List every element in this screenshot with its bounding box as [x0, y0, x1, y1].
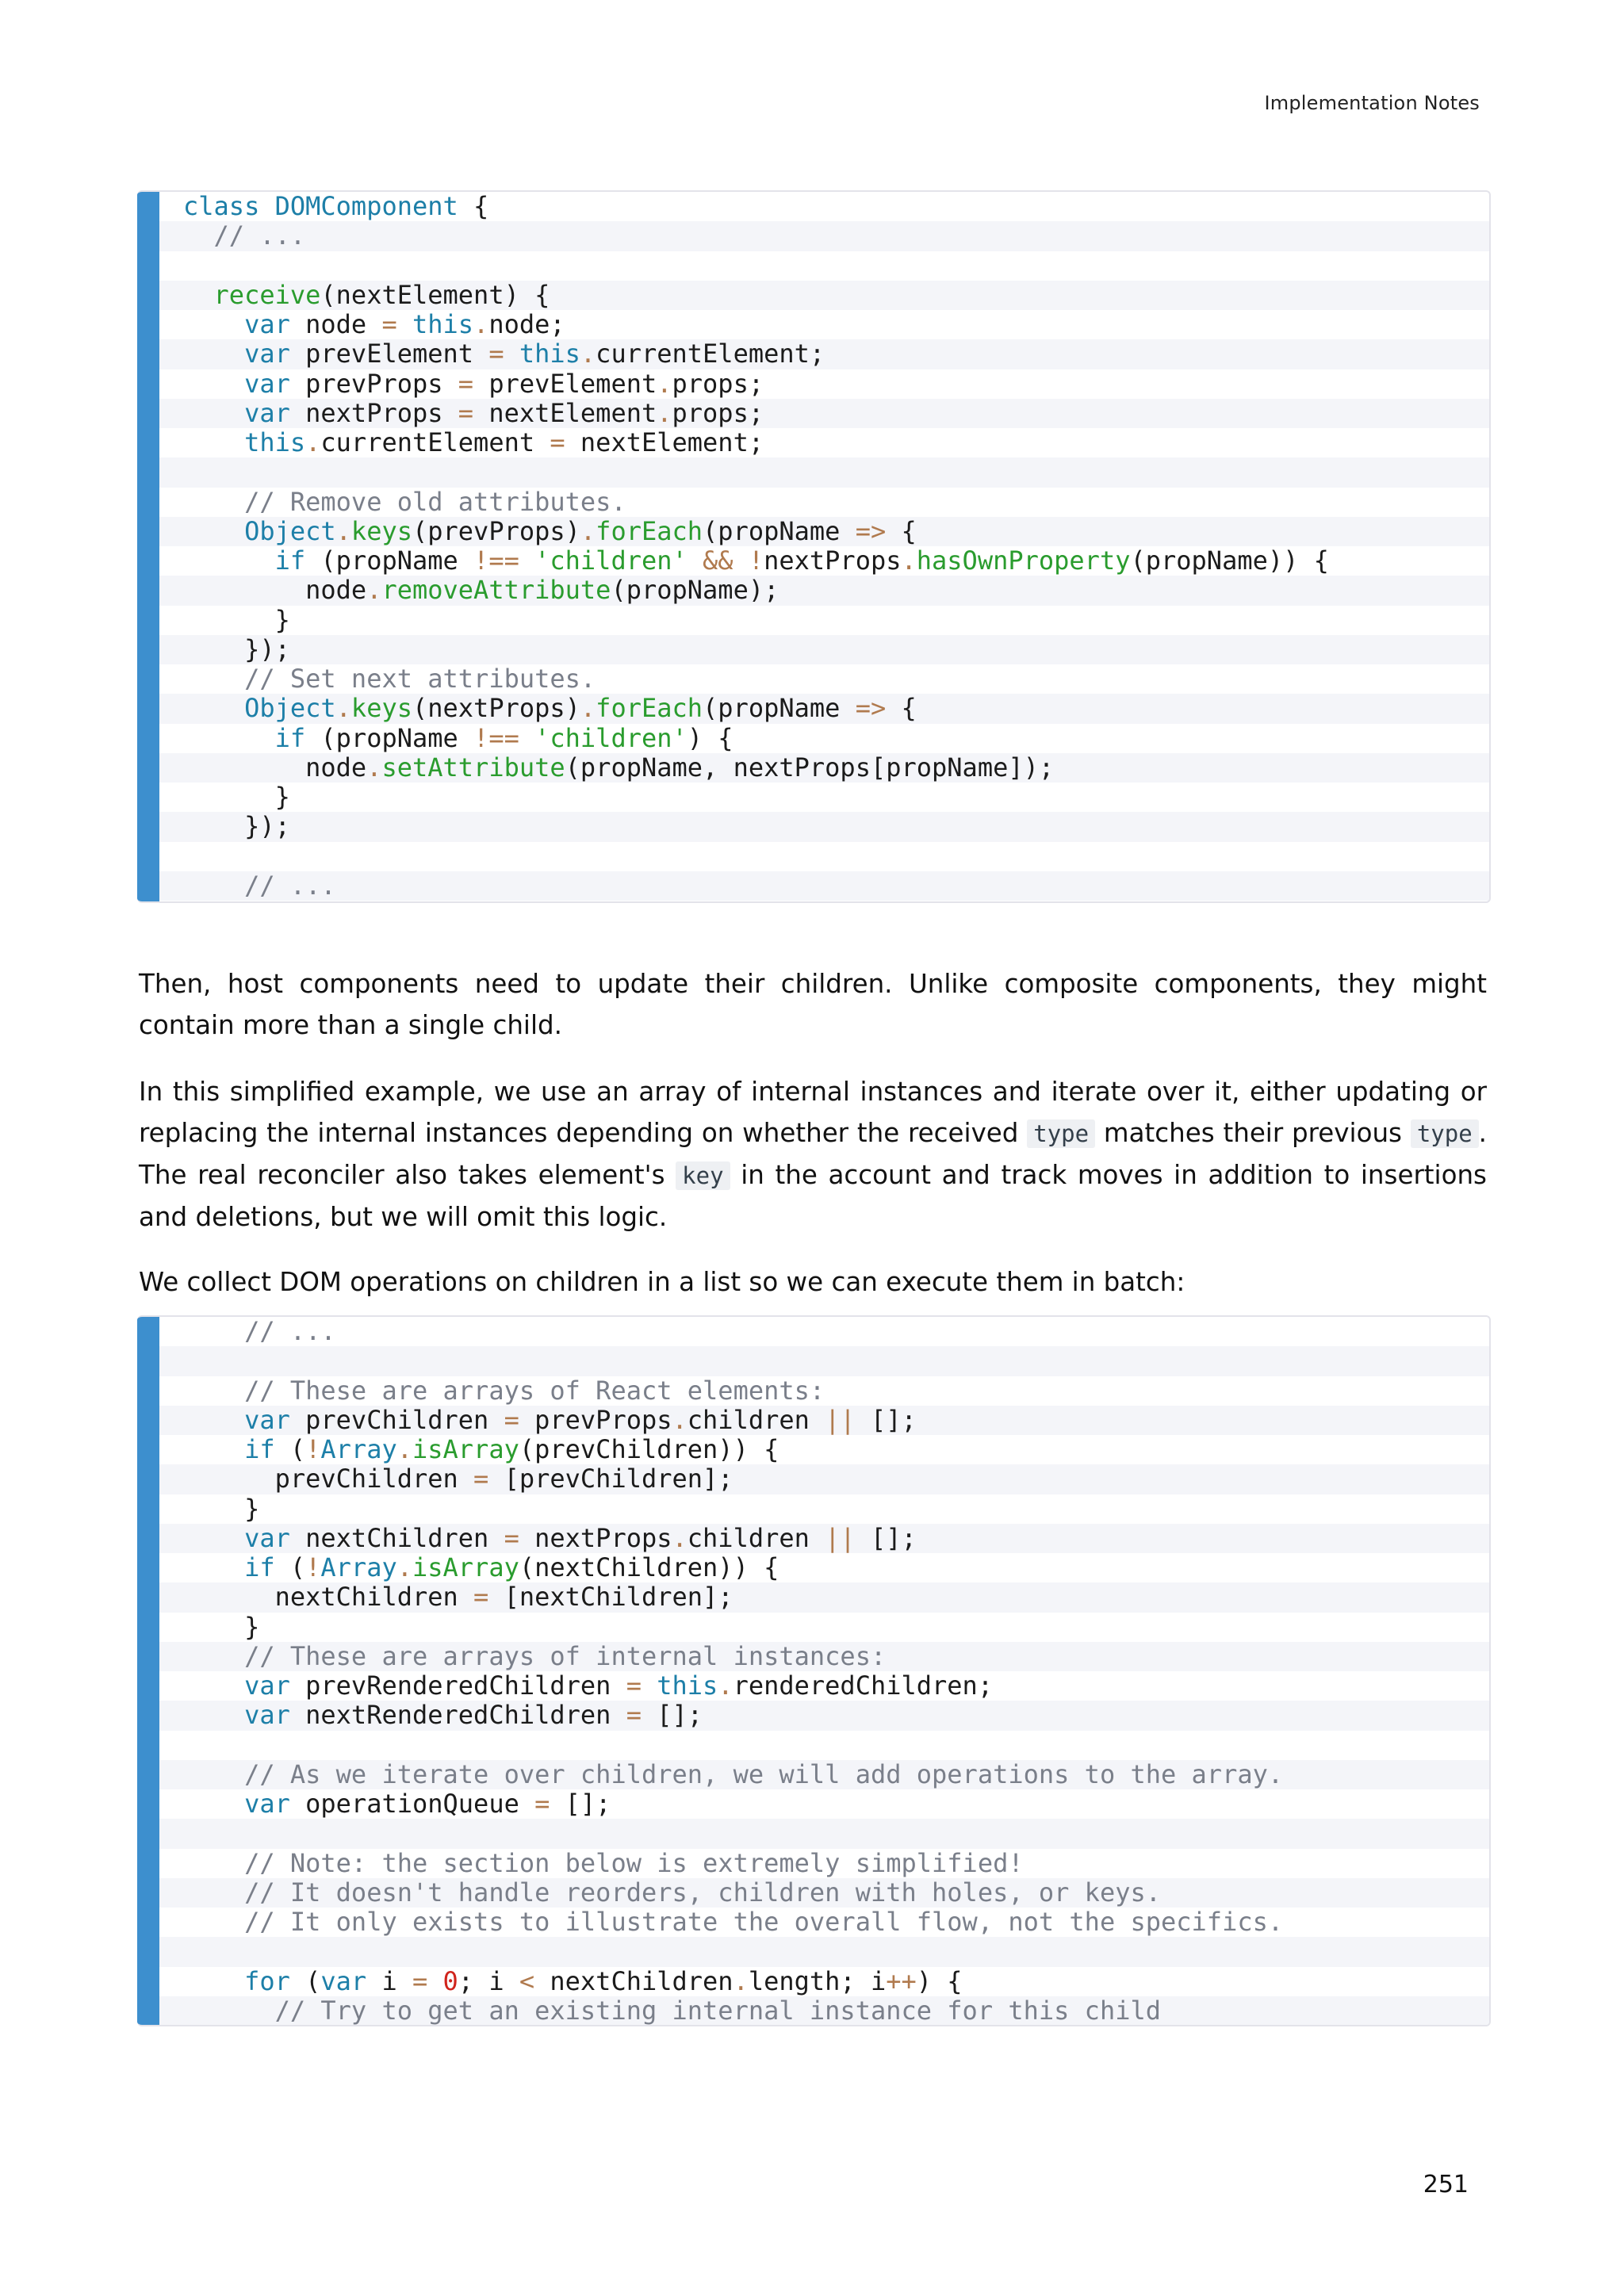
code-line: if (propName !== 'children') { [274, 722, 733, 753]
code-line: if (!Array.isArray(prevChildren)) { [244, 1434, 779, 1464]
code-line: if (!Array.isArray(nextChildren)) { [244, 1552, 779, 1582]
code-line: var nextChildren = nextProps.children || []; [159, 1524, 1489, 1553]
code-line: } [183, 604, 290, 635]
code-line: // Try to get an existing internal instance for this child [159, 1996, 1489, 2026]
code-line: var prevProps = prevElement.props; [244, 368, 764, 399]
inline-code-type: type [1027, 1119, 1095, 1148]
code-block-accent-bar [137, 192, 159, 901]
code-line: // These are arrays of internal instances: [159, 1642, 1489, 1671]
code-line: var operationQueue = []; [244, 1789, 611, 1819]
inline-code-type: type [1411, 1119, 1479, 1148]
code-line: // It only exists to illustrate the overall flow, not the specifics. [244, 1907, 1284, 1937]
code-line: // ... [159, 221, 1489, 251]
code-line: } [183, 1611, 260, 1642]
code-line: var prevChildren = prevProps.children || []; [159, 1406, 1489, 1435]
code-block-accent-bar [137, 1317, 159, 2025]
code-line [159, 1937, 1489, 1966]
code-line [159, 457, 1489, 487]
paragraph-simplified-example [139, 1071, 1487, 1238]
running-head: Implementation Notes [1264, 92, 1480, 114]
code-line: // It doesn't handle reorders, children with holes, or keys. [159, 1878, 1489, 1908]
code-line: // Note: the section below is extremely simplified! [244, 1847, 1024, 1878]
paragraph-host-children: Then, host components need to update their children. Unlike composite components, they might contain more than a single child. [139, 968, 1487, 1040]
code-line: Object.keys(prevProps).forEach(propName => { [159, 517, 1489, 546]
code-line: var prevElement = this.currentElement; [159, 339, 1489, 369]
paragraph-text: In this simplified example, we use an array of internal instances and iterate over it, either updating or replacing the internal instances depending on whether the received [139, 1076, 1487, 1148]
code-line: node.removeAttribute(propName); [159, 576, 1489, 605]
paragraph-dom-operations: We collect DOM operations on children in a list so we can execute them in batch: [139, 1266, 1185, 1297]
paragraph-text: matches their previous [1095, 1117, 1411, 1148]
page-number: 251 [1423, 2171, 1469, 2198]
code-line: var prevRenderedChildren = this.renderedChildren; [244, 1670, 994, 1701]
code-line: node.setAttribute(propName, nextProps[propName]); [159, 753, 1489, 783]
code-line: prevChildren = [prevChildren]; [159, 1464, 1489, 1494]
code-line: var nextRenderedChildren = []; [159, 1701, 1489, 1730]
code-line: // Set next attributes. [244, 664, 596, 694]
code-line [159, 251, 1489, 281]
code-line: // ... [159, 871, 1489, 901]
code-line: if (propName !== 'children' && !nextProps.hasOwnProperty(propName)) { [274, 545, 1329, 576]
code-line: } [183, 1493, 260, 1524]
code-line [159, 1819, 1489, 1848]
code-line: var node = this.node; [244, 309, 565, 339]
code-block-children-update [137, 1315, 1491, 2026]
code-line: this.currentElement = nextElement; [244, 427, 764, 457]
code-line: Object.keys(nextProps).forEach(propName => { [159, 694, 1489, 723]
code-line [159, 842, 1489, 871]
code-line: class DOMComponent { [183, 191, 489, 221]
code-line: } [183, 782, 290, 812]
code-line: receive(nextElement) { [159, 281, 1489, 310]
code-line: }); [159, 635, 1489, 664]
code-lines [159, 1317, 1489, 2026]
code-block-dom-component-receive [137, 190, 1491, 903]
code-line: // As we iterate over children, we will add operations to the array. [159, 1760, 1489, 1789]
code-lines [159, 192, 1489, 901]
code-line: // These are arrays of React elements: [244, 1375, 825, 1406]
code-line: // Remove old attributes. [244, 486, 626, 517]
paragraph-text: . The real reconciler also takes element's [139, 1117, 1487, 1190]
code-line: var nextProps = nextElement.props; [159, 399, 1489, 428]
code-line: for (var i = 0; i < nextChildren.length; i++) { [244, 1965, 963, 1996]
paragraph-text: in the account and track moves in addition to insertions and deletions, but we will omit this logic. [139, 1159, 1487, 1232]
code-line [159, 1731, 1489, 1760]
code-line: // ... [244, 1316, 336, 1346]
code-line [159, 1346, 1489, 1376]
inline-code-key: key [676, 1161, 730, 1190]
code-line: nextChildren = [nextChildren]; [159, 1582, 1489, 1612]
code-line: }); [159, 812, 1489, 841]
